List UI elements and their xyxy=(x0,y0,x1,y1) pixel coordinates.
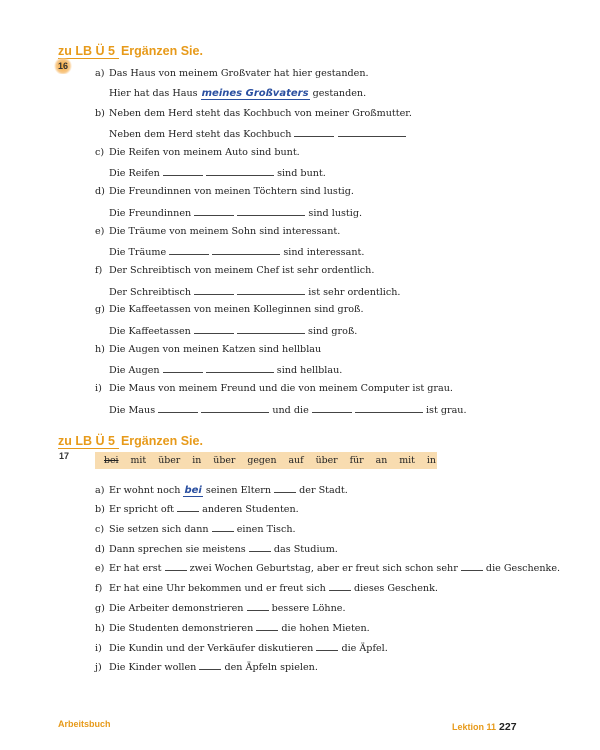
blank[interactable] xyxy=(237,285,305,295)
item-17e: e) Er hat erst zwei Wochen Geburtstag, aber er freut sich schon sehr die Geschenke. xyxy=(95,563,561,574)
blank[interactable] xyxy=(247,601,269,611)
blank[interactable] xyxy=(163,166,203,176)
blank[interactable] xyxy=(338,127,406,137)
item-16e-sentence: e) Die Träume von meinem Sohn sind interessant. xyxy=(95,226,341,237)
blank[interactable] xyxy=(201,403,269,413)
blank[interactable] xyxy=(316,641,338,651)
item-17g: g) Die Arbeiter demonstrieren bessere Löhne. xyxy=(95,603,346,614)
page-number: 227 xyxy=(499,721,517,733)
item-16c-answer-line: Die Reifen sind bunt. xyxy=(109,168,326,179)
item-17a-answer: bei xyxy=(184,485,202,496)
word-bank-item: mit xyxy=(130,455,147,466)
item-16a-sentence: a) Das Haus von meinem Großvater hat hier gestanden. xyxy=(95,68,369,79)
blank[interactable] xyxy=(237,324,305,334)
blank[interactable] xyxy=(194,285,234,295)
exercise-16-heading xyxy=(58,44,203,58)
word-bank-item: auf xyxy=(288,455,304,466)
exercise-17-heading xyxy=(58,434,203,448)
item-16i-answer-line: Die Maus und die ist grau. xyxy=(109,405,467,416)
item-17h: h) Die Studenten demonstrieren die hohen Mieten. xyxy=(95,623,370,634)
item-17c: c) Sie setzen sich dann einen Tisch. xyxy=(95,524,296,535)
word-bank-item: in xyxy=(426,455,436,466)
blank[interactable] xyxy=(212,522,234,532)
blank[interactable] xyxy=(294,127,334,137)
exercise-16-number: 16 xyxy=(54,58,72,74)
item-16h-sentence: h) Die Augen von meinen Katzen sind hellblau xyxy=(95,344,322,355)
exercise-17-number: 17 xyxy=(59,451,70,461)
item-16i-sentence: i) Die Maus von meinem Freund und die von meinem Computer ist grau. xyxy=(95,383,453,394)
item-17i: i) Die Kundin und der Verkäufer diskutieren die Äpfel. xyxy=(95,643,388,654)
item-16b-answer-line: Neben dem Herd steht das Kochbuch xyxy=(109,127,406,141)
item-17j: j) Die Kinder wollen den Äpfeln spielen. xyxy=(95,662,318,673)
word-bank-item: für xyxy=(349,455,364,466)
item-17a: a) Er wohnt noch bei seinen Eltern der Stadt. xyxy=(95,485,348,496)
item-16f-sentence: f) Der Schreibtisch von meinem Chef ist sehr ordentlich. xyxy=(95,265,375,276)
footer-book-title: Arbeitsbuch xyxy=(58,719,111,729)
blank[interactable] xyxy=(212,245,280,255)
word-bank-item: über xyxy=(158,455,181,466)
item-16c-sentence: c) Die Reifen von meinem Auto sind bunt. xyxy=(95,147,300,158)
item-16e-answer-line: Die Träume sind interessant. xyxy=(109,247,365,258)
item-16d-answer-line: Die Freundinnen sind lustig. xyxy=(109,208,363,219)
item-16a-answer: meines Großvaters xyxy=(201,88,309,99)
blank[interactable] xyxy=(249,542,271,552)
word-bank-item: in xyxy=(192,455,202,466)
blank[interactable] xyxy=(163,363,203,373)
exercise-17-title: Ergänzen Sie. xyxy=(120,434,203,448)
blank[interactable] xyxy=(274,483,296,493)
exercise-16-reference: zu LB Ü 5 xyxy=(58,44,119,59)
blank[interactable] xyxy=(355,403,423,413)
item-16g-answer-line: Die Kaffeetassen sind groß. xyxy=(109,326,358,337)
exercise-16-title: Ergänzen Sie. xyxy=(120,44,203,58)
word-bank-item: über xyxy=(213,455,236,466)
word-bank-item: an xyxy=(375,455,388,466)
item-16d-sentence: d) Die Freundinnen von meinen Töchtern sind lustig. xyxy=(95,186,354,197)
blank[interactable] xyxy=(206,363,274,373)
blank[interactable] xyxy=(199,660,221,670)
blank[interactable] xyxy=(461,561,483,571)
item-17d: d) Dann sprechen sie meistens das Studium. xyxy=(95,544,338,555)
item-17f: f) Er hat eine Uhr bekommen und er freut sich dieses Geschenk. xyxy=(95,583,438,594)
word-bank-item: mit xyxy=(399,455,415,466)
blank[interactable] xyxy=(194,324,234,334)
blank[interactable] xyxy=(169,245,209,255)
blank[interactable] xyxy=(206,166,274,176)
blank[interactable] xyxy=(237,206,305,216)
exercise-17-reference: zu LB Ü 5 xyxy=(58,434,119,449)
word-bank-item: über xyxy=(315,455,338,466)
blank[interactable] xyxy=(256,621,278,631)
blank[interactable] xyxy=(177,502,199,512)
word-bank-item: bei xyxy=(104,455,119,466)
word-bank-item: gegen xyxy=(247,455,277,466)
blank[interactable] xyxy=(329,581,351,591)
item-16a-answer-line: Hier hat das Haus meines Großvaters gestanden. xyxy=(109,88,367,99)
blank[interactable] xyxy=(165,561,187,571)
footer-lesson xyxy=(452,717,517,735)
word-bank xyxy=(95,452,437,469)
item-16b-sentence: b) Neben dem Herd steht das Kochbuch von meiner Großmutter. xyxy=(95,108,412,119)
item-16g-sentence: g) Die Kaffeetassen von meinen Kolleginnen sind groß. xyxy=(95,304,364,315)
item-16h-answer-line: Die Augen sind hellblau. xyxy=(109,365,343,376)
blank[interactable] xyxy=(194,206,234,216)
item-16f-answer-line: Der Schreibtisch ist sehr ordentlich. xyxy=(109,287,401,298)
blank[interactable] xyxy=(312,403,352,413)
blank[interactable] xyxy=(158,403,198,413)
footer-lesson-label: Lektion 11 xyxy=(452,722,497,732)
item-17b: b) Er spricht oft anderen Studenten. xyxy=(95,504,299,515)
